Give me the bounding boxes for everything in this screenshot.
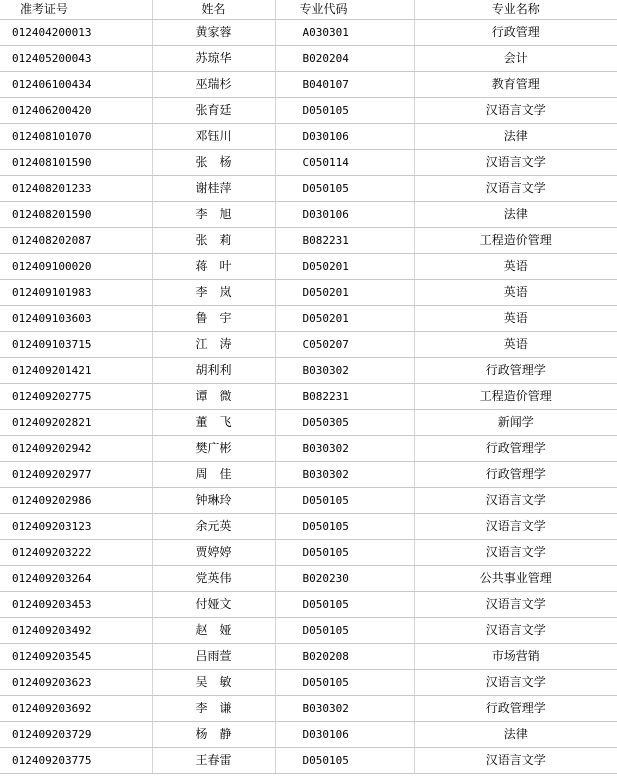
cell-major-code: B020204: [275, 46, 414, 72]
cell-name: 吕雨萱: [152, 644, 275, 670]
cell-major-name: 英语: [414, 332, 617, 358]
cell-major-code: D050105: [275, 514, 414, 540]
table-row: [0, 696, 617, 722]
table-row: [0, 384, 617, 410]
cell-name: 董 飞: [152, 410, 275, 436]
cell-major-name: 汉语言文学: [414, 540, 617, 566]
table-row: [0, 254, 617, 280]
cell-major-name: 市场营销: [414, 644, 617, 670]
cell-major-name: 新闻学: [414, 410, 617, 436]
cell-major-name: 英语: [414, 280, 617, 306]
cell-major-code: D050105: [275, 748, 414, 774]
cell-major-name: 汉语言文学: [414, 514, 617, 540]
header-exam-id: 准考证号: [0, 0, 152, 20]
cell-major-code: D050201: [275, 254, 414, 280]
cell-major-code: B030302: [275, 696, 414, 722]
cell-major-code: B020230: [275, 566, 414, 592]
cell-exam-id: 012406200420: [0, 98, 152, 124]
table-row: [0, 748, 617, 774]
cell-name: 贾婷婷: [152, 540, 275, 566]
cell-name: 付娅文: [152, 592, 275, 618]
table-row: [0, 618, 617, 644]
table-body: [0, 20, 617, 774]
cell-name: 谭 微: [152, 384, 275, 410]
table-row: [0, 72, 617, 98]
cell-major-name: 行政管理学: [414, 462, 617, 488]
cell-major-code: D030106: [275, 124, 414, 150]
table-row: [0, 280, 617, 306]
cell-major-code: D050201: [275, 306, 414, 332]
cell-major-code: B040107: [275, 72, 414, 98]
cell-major-code: D050305: [275, 410, 414, 436]
cell-name: 巫瑞杉: [152, 72, 275, 98]
cell-name: 李 谦: [152, 696, 275, 722]
cell-name: 苏琼华: [152, 46, 275, 72]
cell-major-code: B030302: [275, 462, 414, 488]
cell-major-name: 汉语言文学: [414, 98, 617, 124]
table-row: [0, 150, 617, 176]
cell-major-name: 汉语言文学: [414, 748, 617, 774]
cell-exam-id: 012408202087: [0, 228, 152, 254]
cell-name: 李 岚: [152, 280, 275, 306]
cell-name: 鲁 宇: [152, 306, 275, 332]
cell-exam-id: 012409202977: [0, 462, 152, 488]
cell-name: 张育廷: [152, 98, 275, 124]
cell-name: 李 旭: [152, 202, 275, 228]
table-row: [0, 514, 617, 540]
cell-exam-id: 012409203692: [0, 696, 152, 722]
cell-exam-id: 012409203545: [0, 644, 152, 670]
table-row: [0, 566, 617, 592]
cell-major-name: 汉语言文学: [414, 176, 617, 202]
cell-exam-id: 012409100020: [0, 254, 152, 280]
cell-major-code: D050105: [275, 98, 414, 124]
table-row: [0, 540, 617, 566]
table-row: [0, 124, 617, 150]
cell-exam-id: 012409101983: [0, 280, 152, 306]
cell-name: 周 佳: [152, 462, 275, 488]
cell-major-code: D030106: [275, 722, 414, 748]
cell-name: 邓钰川: [152, 124, 275, 150]
table-row: [0, 228, 617, 254]
cell-name: 江 涛: [152, 332, 275, 358]
cell-major-name: 会计: [414, 46, 617, 72]
cell-major-name: 行政管理学: [414, 358, 617, 384]
cell-name: 樊广彬: [152, 436, 275, 462]
cell-name: 张 杨: [152, 150, 275, 176]
table-row: [0, 436, 617, 462]
header-row: [0, 0, 617, 20]
cell-major-code: D030106: [275, 202, 414, 228]
cell-name: 杨 静: [152, 722, 275, 748]
table-header: [0, 0, 617, 20]
cell-exam-id: 012409203492: [0, 618, 152, 644]
cell-major-name: 工程造价管理: [414, 384, 617, 410]
table-row: [0, 176, 617, 202]
cell-major-code: B082231: [275, 228, 414, 254]
cell-major-name: 汉语言文学: [414, 618, 617, 644]
cell-exam-id: 012409203623: [0, 670, 152, 696]
cell-major-code: B030302: [275, 436, 414, 462]
cell-major-name: 行政管理学: [414, 436, 617, 462]
cell-name: 党英伟: [152, 566, 275, 592]
table-row: [0, 98, 617, 124]
cell-name: 胡利利: [152, 358, 275, 384]
cell-exam-id: 012409103603: [0, 306, 152, 332]
cell-major-name: 汉语言文学: [414, 488, 617, 514]
header-name: 姓名: [152, 0, 275, 20]
cell-exam-id: 012406100434: [0, 72, 152, 98]
cell-exam-id: 012408101590: [0, 150, 152, 176]
cell-major-name: 汉语言文学: [414, 150, 617, 176]
cell-exam-id: 012409203775: [0, 748, 152, 774]
cell-major-name: 英语: [414, 306, 617, 332]
table-row: [0, 306, 617, 332]
cell-exam-id: 012409202986: [0, 488, 152, 514]
table-row: [0, 20, 617, 46]
cell-major-code: B020208: [275, 644, 414, 670]
cell-name: 蒋 叶: [152, 254, 275, 280]
cell-exam-id: 012409202775: [0, 384, 152, 410]
header-major-name: 专业名称: [414, 0, 617, 20]
cell-major-code: D050105: [275, 592, 414, 618]
cell-exam-id: 012408201233: [0, 176, 152, 202]
table-row: [0, 410, 617, 436]
cell-major-code: B082231: [275, 384, 414, 410]
cell-major-code: D050105: [275, 176, 414, 202]
header-major-code: 专业代码: [275, 0, 414, 20]
table-row: [0, 592, 617, 618]
table-row: [0, 202, 617, 228]
cell-major-code: C050207: [275, 332, 414, 358]
table-row: [0, 488, 617, 514]
cell-major-name: 法律: [414, 202, 617, 228]
cell-major-code: D050105: [275, 540, 414, 566]
cell-exam-id: 012408101070: [0, 124, 152, 150]
cell-name: 谢桂萍: [152, 176, 275, 202]
cell-exam-id: 012409203729: [0, 722, 152, 748]
cell-major-code: D050105: [275, 488, 414, 514]
cell-exam-id: 012408201590: [0, 202, 152, 228]
cell-name: 吴 敏: [152, 670, 275, 696]
cell-exam-id: 012409103715: [0, 332, 152, 358]
table-row: [0, 332, 617, 358]
cell-name: 钟琳玲: [152, 488, 275, 514]
cell-major-name: 行政管理: [414, 20, 617, 46]
cell-major-name: 法律: [414, 722, 617, 748]
cell-exam-id: 012405200043: [0, 46, 152, 72]
cell-major-name: 汉语言文学: [414, 670, 617, 696]
cell-major-name: 英语: [414, 254, 617, 280]
cell-exam-id: 012409203222: [0, 540, 152, 566]
cell-exam-id: 012409202942: [0, 436, 152, 462]
cell-exam-id: 012409202821: [0, 410, 152, 436]
table-row: [0, 358, 617, 384]
cell-name: 王春雷: [152, 748, 275, 774]
cell-name: 张 莉: [152, 228, 275, 254]
cell-name: 余元英: [152, 514, 275, 540]
cell-major-code: D050105: [275, 670, 414, 696]
cell-name: 赵 娅: [152, 618, 275, 644]
table-row: [0, 462, 617, 488]
table-row: [0, 46, 617, 72]
cell-major-name: 教育管理: [414, 72, 617, 98]
cell-major-name: 行政管理学: [414, 696, 617, 722]
cell-major-name: 公共事业管理: [414, 566, 617, 592]
cell-exam-id: 012404200013: [0, 20, 152, 46]
cell-exam-id: 012409203123: [0, 514, 152, 540]
cell-major-name: 汉语言文学: [414, 592, 617, 618]
cell-major-code: A030301: [275, 20, 414, 46]
cell-major-code: D050105: [275, 618, 414, 644]
table-row: [0, 722, 617, 748]
table-row: [0, 670, 617, 696]
cell-major-code: D050201: [275, 280, 414, 306]
cell-exam-id: 012409201421: [0, 358, 152, 384]
cell-major-name: 法律: [414, 124, 617, 150]
cell-name: 黄家蓉: [152, 20, 275, 46]
cell-major-code: B030302: [275, 358, 414, 384]
cell-exam-id: 012409203453: [0, 592, 152, 618]
cell-major-code: C050114: [275, 150, 414, 176]
cell-major-name: 工程造价管理: [414, 228, 617, 254]
table-row: [0, 644, 617, 670]
cell-exam-id: 012409203264: [0, 566, 152, 592]
